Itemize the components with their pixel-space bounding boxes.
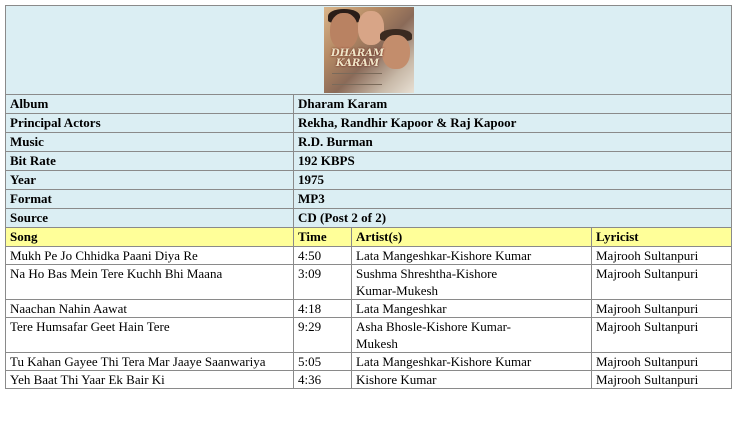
song-title: Tu Kahan Gayee Thi Tera Mar Jaaye Saanwariya	[6, 353, 294, 371]
song-lyricist: Majrooh Sultanpuri	[592, 318, 732, 353]
info-label: Music	[6, 133, 294, 152]
table-row	[6, 353, 732, 371]
table-row	[6, 265, 732, 300]
song-time: 9:29	[294, 318, 352, 353]
song-lyricist: Majrooh Sultanpuri	[592, 300, 732, 318]
song-time: 4:50	[294, 247, 352, 265]
tracklist-header-row	[6, 228, 732, 247]
album-table	[5, 5, 732, 389]
info-label: Format	[6, 190, 294, 209]
info-label: Album	[6, 95, 294, 114]
song-artist: Lata Mangeshkar-Kishore Kumar	[352, 353, 592, 371]
song-lyricist: Majrooh Sultanpuri	[592, 353, 732, 371]
info-row-bitrate	[6, 152, 732, 171]
info-row-format	[6, 190, 732, 209]
info-label: Principal Actors	[6, 114, 294, 133]
info-label: Year	[6, 171, 294, 190]
song-title: Na Ho Bas Mein Tere Kuchh Bhi Maana	[6, 265, 294, 300]
cover-cell	[6, 6, 732, 95]
column-header-artist: Artist(s)	[352, 228, 592, 247]
cover-row	[6, 6, 732, 95]
column-header-song: Song	[6, 228, 294, 247]
column-header-lyricist: Lyricist	[592, 228, 732, 247]
info-value: R.D. Burman	[294, 133, 732, 152]
info-row-album	[6, 95, 732, 114]
song-artist: Kishore Kumar	[352, 371, 592, 389]
song-time: 4:18	[294, 300, 352, 318]
info-row-source	[6, 209, 732, 228]
song-lyricist: Majrooh Sultanpuri	[592, 265, 732, 300]
info-label: Source	[6, 209, 294, 228]
info-label: Bit Rate	[6, 152, 294, 171]
song-lyricist: Majrooh Sultanpuri	[592, 371, 732, 389]
song-lyricist: Majrooh Sultanpuri	[592, 247, 732, 265]
info-row-music	[6, 133, 732, 152]
song-artist: Asha Bhosle-Kishore Kumar-Mukesh	[352, 318, 592, 353]
info-value: 192 KBPS	[294, 152, 732, 171]
table-row	[6, 371, 732, 389]
song-time: 4:36	[294, 371, 352, 389]
info-value: Dharam Karam	[294, 95, 732, 114]
song-artist: Lata Mangeshkar-Kishore Kumar	[352, 247, 592, 265]
song-title: Yeh Baat Thi Yaar Ek Bair Ki	[6, 371, 294, 389]
song-time: 3:09	[294, 265, 352, 300]
song-time: 5:05	[294, 353, 352, 371]
song-artist: Lata Mangeshkar	[352, 300, 592, 318]
song-artist: Sushma Shreshtha-Kishore Kumar-Mukesh	[352, 265, 592, 300]
album-cover-image	[324, 7, 414, 93]
info-value: Rekha, Randhir Kapoor & Raj Kapoor	[294, 114, 732, 133]
info-value: 1975	[294, 171, 732, 190]
info-row-year	[6, 171, 732, 190]
column-header-time: Time	[294, 228, 352, 247]
cover-logo: DHARAM KARAM	[330, 48, 385, 69]
song-title: Naachan Nahin Aawat	[6, 300, 294, 318]
info-row-actors	[6, 114, 732, 133]
song-title: Mukh Pe Jo Chhidka Paani Diya Re	[6, 247, 294, 265]
info-value: MP3	[294, 190, 732, 209]
table-row	[6, 300, 732, 318]
table-row	[6, 318, 732, 353]
table-row	[6, 247, 732, 265]
info-value: CD (Post 2 of 2)	[294, 209, 732, 228]
song-title: Tere Humsafar Geet Hain Tere	[6, 318, 294, 353]
